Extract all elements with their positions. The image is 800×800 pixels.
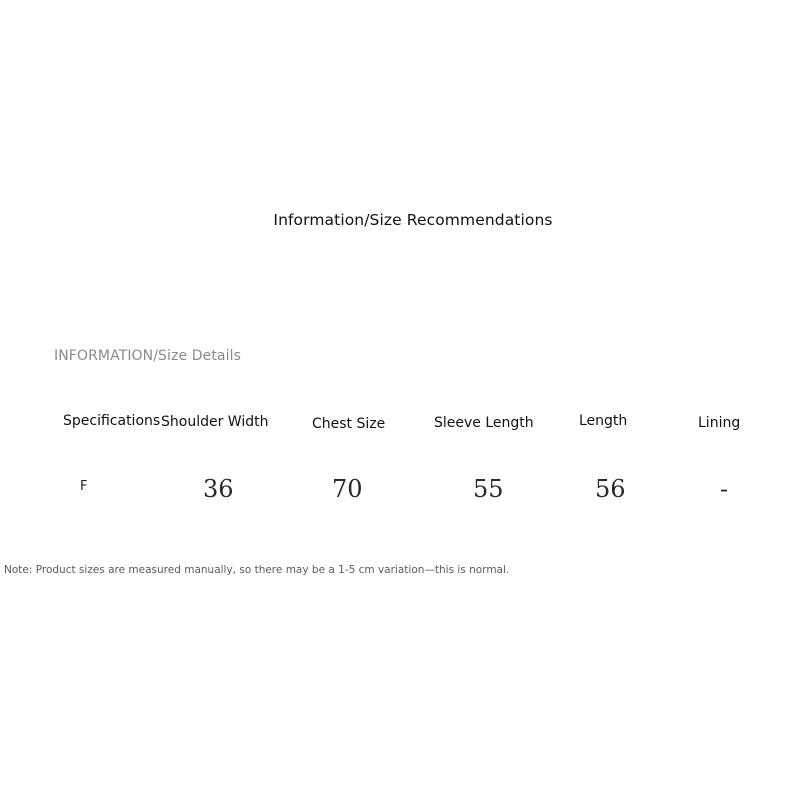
section-heading: INFORMATION/Size Details (54, 348, 241, 364)
header-chest-size: Chest Size (312, 416, 386, 432)
cell-shoulder-width: 36 (203, 475, 234, 503)
header-shoulder-width: Shoulder Width (161, 414, 269, 430)
measurement-note: Note: Product sizes are measured manually, so there may be a 1-5 cm variation—this is normal. (4, 564, 510, 576)
cell-sleeve-length: 55 (473, 475, 504, 503)
cell-size: F (80, 479, 88, 494)
cell-length: 56 (595, 475, 626, 503)
page-title: Information/Size Recommendations (273, 211, 553, 229)
header-lining: Lining (698, 415, 741, 431)
header-length: Length (579, 413, 628, 429)
header-sleeve-length: Sleeve Length (434, 415, 534, 431)
cell-lining: - (720, 475, 729, 503)
header-specifications: Specifications (63, 413, 161, 429)
cell-chest-size: 70 (332, 475, 363, 503)
